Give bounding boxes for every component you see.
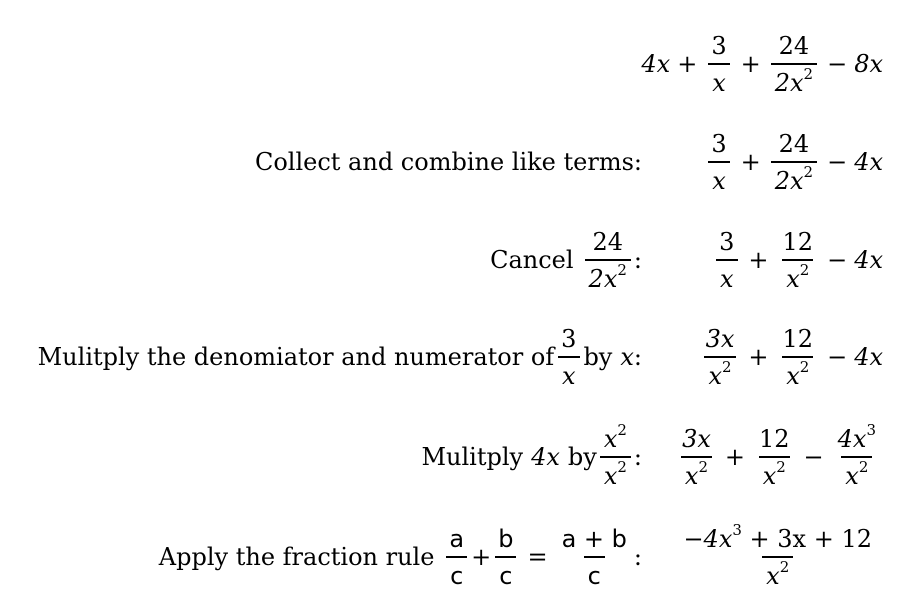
term: 4x — [854, 246, 883, 274]
numerator: 24 — [778, 129, 810, 158]
denominator: $x^2$ — [782, 356, 813, 390]
fraction — [715, 228, 738, 293]
denominator: $2x^2$ — [771, 63, 817, 97]
numerator: a + b — [561, 524, 627, 553]
denominator: $2x^2$ — [585, 259, 631, 293]
fraction — [834, 420, 880, 490]
denominator: $x^2$ — [600, 456, 631, 490]
variable: x — [620, 343, 634, 371]
step-6-expression — [672, 521, 883, 593]
colon: : — [633, 343, 642, 371]
description-text: Apply the fraction rule — [158, 543, 435, 571]
fraction — [494, 525, 517, 590]
description-text: Mulitply — [421, 443, 524, 471]
numerator: b — [498, 524, 514, 553]
operator: − — [827, 246, 848, 274]
numerator: 12 — [782, 324, 814, 353]
operator: + — [748, 343, 769, 371]
description-text: Mulitply the denomiator and numerator of — [37, 343, 555, 371]
step-2-description: Collect and combine like terms: — [254, 148, 642, 176]
step-5-expression — [675, 421, 883, 493]
step-row-4 — [0, 321, 915, 393]
denominator: x — [708, 161, 730, 195]
denominator: c — [446, 556, 467, 590]
denominator: $x^2$ — [841, 456, 872, 490]
operator: + — [677, 50, 698, 78]
fraction — [771, 32, 817, 97]
denominator: x — [716, 259, 738, 293]
step-row-2 — [0, 126, 915, 198]
operator: − — [827, 148, 848, 176]
numerator: 3 — [711, 129, 727, 158]
term: 4x — [854, 343, 883, 371]
step-row-5 — [0, 421, 915, 493]
step-4-description — [38, 321, 642, 393]
fraction — [771, 130, 817, 195]
fraction — [779, 228, 818, 293]
step-2-expression — [704, 126, 883, 198]
step-3-expression — [712, 224, 883, 296]
denominator: c — [495, 556, 516, 590]
fraction — [558, 525, 631, 590]
operator: = — [527, 543, 548, 571]
step-row-1 — [0, 28, 915, 100]
fraction — [707, 130, 730, 195]
operator: + — [740, 50, 761, 78]
fraction — [557, 325, 580, 390]
denominator: x — [708, 63, 730, 97]
numerator: 24 — [592, 227, 623, 256]
denominator: x — [558, 356, 580, 390]
colon: : — [633, 443, 642, 471]
fraction — [585, 228, 631, 293]
fraction — [675, 520, 880, 590]
operator: + — [724, 443, 745, 471]
denominator: $x^2$ — [704, 356, 735, 390]
step-5-description — [421, 421, 642, 493]
operator: + — [748, 246, 769, 274]
numerator: $-4x^3 + 3x + 12$ — [683, 520, 872, 553]
by-word: by — [583, 343, 613, 371]
numerator: $x^2$ — [603, 420, 627, 453]
fraction — [600, 420, 631, 490]
numerator: 3 — [561, 324, 577, 353]
term: 8x — [854, 50, 883, 78]
step-1-expression — [641, 28, 883, 100]
description-text: Cancel — [490, 246, 574, 274]
step-row-3 — [0, 224, 915, 296]
fraction — [678, 425, 715, 490]
fraction — [779, 325, 818, 390]
operator: + — [471, 543, 492, 571]
by-word: by — [567, 443, 597, 471]
denominator: $2x^2$ — [771, 161, 817, 195]
denominator: $x^2$ — [681, 456, 712, 490]
denominator: c — [584, 556, 605, 590]
denominator: $x^2$ — [782, 259, 813, 293]
numerator: 3x — [682, 424, 711, 453]
denominator: $x^2$ — [762, 556, 793, 590]
fraction — [445, 525, 468, 590]
operator: − — [827, 50, 848, 78]
colon: : — [633, 246, 642, 274]
term: 4x — [854, 148, 883, 176]
operator: − — [827, 343, 848, 371]
fraction — [707, 32, 730, 97]
numerator: 3 — [719, 227, 735, 256]
numerator: 12 — [782, 227, 814, 256]
numerator: 3x — [705, 324, 735, 353]
step-4-expression — [699, 321, 883, 393]
numerator: $4x^3$ — [837, 420, 876, 453]
numerator: 3 — [711, 31, 727, 60]
numerator: 24 — [778, 31, 810, 60]
term: 4x — [531, 443, 560, 471]
numerator: a — [449, 524, 465, 553]
fraction — [702, 325, 739, 390]
step-3-description — [490, 224, 642, 296]
colon: : — [633, 543, 642, 571]
term: 4x — [641, 50, 671, 78]
operator: − — [803, 443, 824, 471]
numerator: 12 — [758, 424, 790, 453]
step-row-6 — [0, 521, 915, 593]
fraction — [755, 425, 794, 490]
operator: + — [740, 148, 761, 176]
denominator: $x^2$ — [759, 456, 790, 490]
step-6-description — [159, 521, 642, 593]
